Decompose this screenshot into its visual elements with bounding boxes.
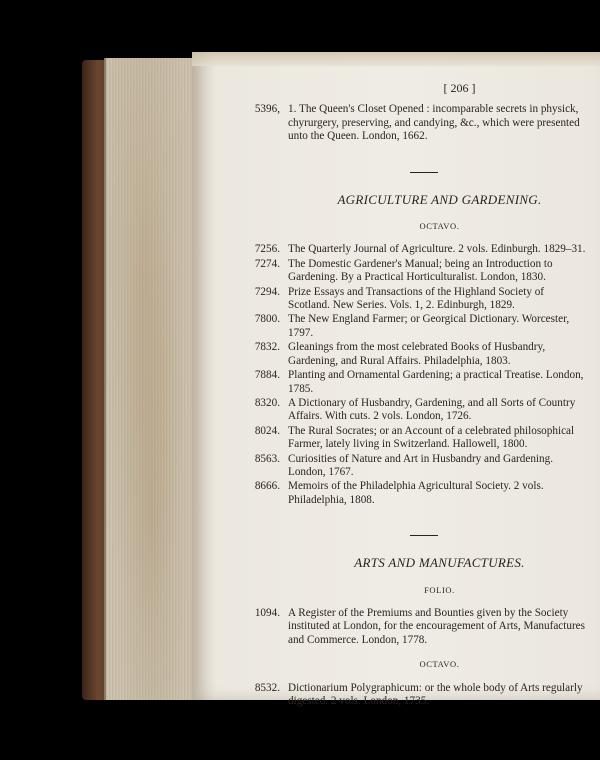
catalog-entry — [252, 453, 587, 480]
section-divider — [410, 172, 438, 173]
entry-number: 7294. — [254, 285, 280, 298]
entry-text: The New England Farmer; or Georgical Dictionary. Worcester, 1797. — [288, 313, 570, 339]
entry-text: The Quarterly Journal of Agriculture. 2 vols. Edinburgh. 1829–31. — [288, 243, 586, 256]
entry-number: 8532. — [254, 681, 280, 694]
page-number: [ 206 ] — [443, 81, 476, 95]
entry-number: 8024. — [254, 424, 280, 437]
entry-number: 1094. — [254, 606, 280, 619]
entry-text: A Dictionary of Husbandry, Gardening, and all Sorts of Country Affairs. With cuts. 2 vols. London, 1726. — [288, 396, 576, 423]
catalog-entry — [252, 243, 587, 256]
entry-text: The Domestic Gardener's Manual; being an Introduction to Gardening. By a Practical Horticulturalist. London, 1830. — [288, 257, 553, 284]
entry-number: 7800. — [254, 313, 280, 326]
entry-text: Memoirs of the Philadelphia Agricultural Society. 2 vols. Philadelphia, 1808. — [288, 480, 544, 506]
format-heading: OCTAVO. — [419, 659, 460, 670]
entry-number: 5396, — [254, 103, 280, 116]
entry-number: 7256. — [254, 243, 280, 256]
catalog-entry — [252, 341, 587, 368]
book-page — [192, 52, 600, 707]
catalog-entry — [252, 103, 587, 143]
page-edges — [104, 58, 198, 700]
entry-number: 7274. — [254, 257, 280, 270]
catalog-entry — [252, 425, 587, 452]
section-title: AGRICULTURE AND GARDENING. — [337, 191, 542, 207]
section-title: ARTS AND MANUFACTURES. — [354, 555, 525, 571]
entry-text: Prize Essays and Transactions of the Highland Society of Scotland. New Series. Vols. 1, 2. Edinburgh, 1829. — [288, 285, 545, 312]
catalog-entry — [252, 397, 587, 424]
format-heading: FOLIO. — [424, 584, 455, 595]
catalog-entry — [252, 313, 587, 340]
entry-text: Gleanings from the most celebrated Books of Husbandry, Gardening, and Rural Affairs. Philadelphia, 1803. — [288, 341, 546, 367]
entry-text: Curiosities of Nature and Art in Husbandry and Gardening. London, 1767. — [288, 452, 554, 478]
catalog-entry — [252, 258, 587, 285]
entry-text: Dictionarium Polygraphicum: or the whole body of Arts regularly digested. 2 vols. London, 1735. — [288, 681, 583, 707]
entry-text: 1. The Queen's Closet Opened : incomparable secrets in physick, chyrurgery, preserving, and candying, &c., which were presented unto the Queen. London, 1662. — [288, 103, 580, 143]
page-content — [252, 82, 587, 709]
entry-number: 8666. — [254, 480, 280, 493]
entry-text: The Rural Socrates; or an Account of a celebrated philosophical Farmer, lately living in Switzerland. Hallowell, 1800. — [288, 424, 575, 451]
entry-number: 7832. — [254, 341, 280, 354]
catalog-entry — [252, 480, 587, 507]
catalog-entry — [252, 607, 587, 647]
entry-text: Planting and Ornamental Gardening; a practical Treatise. London, 1785. — [288, 369, 584, 395]
catalog-entry — [252, 682, 587, 709]
catalog-entry — [252, 286, 587, 313]
entry-number: 8320. — [254, 396, 280, 409]
section-divider — [410, 535, 438, 536]
entry-number: 8563. — [254, 452, 280, 465]
entry-number: 7884. — [254, 369, 280, 382]
entry-text: A Register of the Premiums and Bounties given by the Society instituted at London, for the encouragement of Arts, Manufactures and Commerce. London, 1778. — [288, 606, 586, 646]
catalog-entry — [252, 369, 587, 396]
format-heading: OCTAVO. — [419, 221, 460, 232]
